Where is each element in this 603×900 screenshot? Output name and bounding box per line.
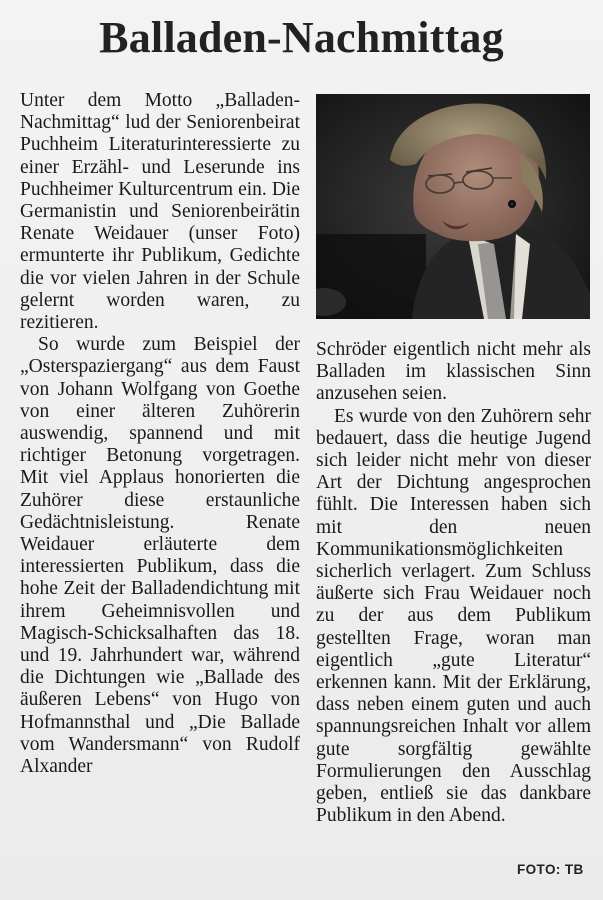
article-column-left [20, 90, 300, 778]
paragraph-intro: Unter dem Motto „Balladen-Nachmittag“ lud der Seniorenbeirat Puchheim Literaturinteressierte zu einer Erzähl- und Leserunde ins Puchheimer Kulturcentrum ein. Die Germanistin und Seniorenbeirätin Renate Weidauer (unser Foto) ermunterte ihr Publikum, Gedichte die vor vielen Jahren in der Schule gelernt worden waren, zu rezitieren. [20, 90, 300, 334]
paragraph-osterspaziergang: So wurde zum Beispiel der „Osterspaziergang“ aus dem Faust von Johann Wolfgang von Goethe von einer älteren Zuhörerin auswendig, spannend und mit richtiger Betonung vorgetragen. Mit viel Applaus honorierten die Zuhörer diese erstaunliche Gedächtnisleistung. Renate Weidauer erläuterte dem interessierten Publikum, dass die hohe Zeit der Balladendichtung mit ihrem Geheimnisvollen und Magisch-Schicksalhaften das 18. und 19. Jahrhundert war, während die Dichtungen wie „Ballade des äußeren Lebens“ von Hugo von Hofmannsthal und „Die Ballade vom Wandersmann“ von Rudolf Alxander [20, 334, 300, 778]
photo-renate-weidauer [316, 94, 590, 319]
article-column-right [316, 339, 591, 827]
paragraph-jugend: Es wurde von den Zuhörern sehr bedauert, dass die heutige Jugend sich leider nicht mehr von dieser Art der Dichtung angesprochen fühlt. Die Interessen haben sich mit den neuen Kommunikationsmöglichkeiten sicherlich verlagert. Zum Schluss äußerte sich Frau Weidauer noch zu der aus dem Publikum gestellten Frage, woran man eigentlich „gute Literatur“ erkennen kann. Mit der Erklärung, dass neben einem guten und auch spannungsreichen Inhalt vor allem gute sorgfältig gewählte Formulierungen den Ausschlag geben, entließ sie das dankbare Publikum in den Abend. [316, 405, 591, 827]
speaker-photo-illustration [316, 94, 590, 319]
photo-credit: FOTO: TB [517, 862, 584, 877]
paragraph-schroeder: Schröder eigentlich nicht mehr als Balladen im klassischen Sinn anzusehen seien. [316, 339, 591, 405]
article-headline: Balladen-Nachmittag [99, 13, 504, 62]
